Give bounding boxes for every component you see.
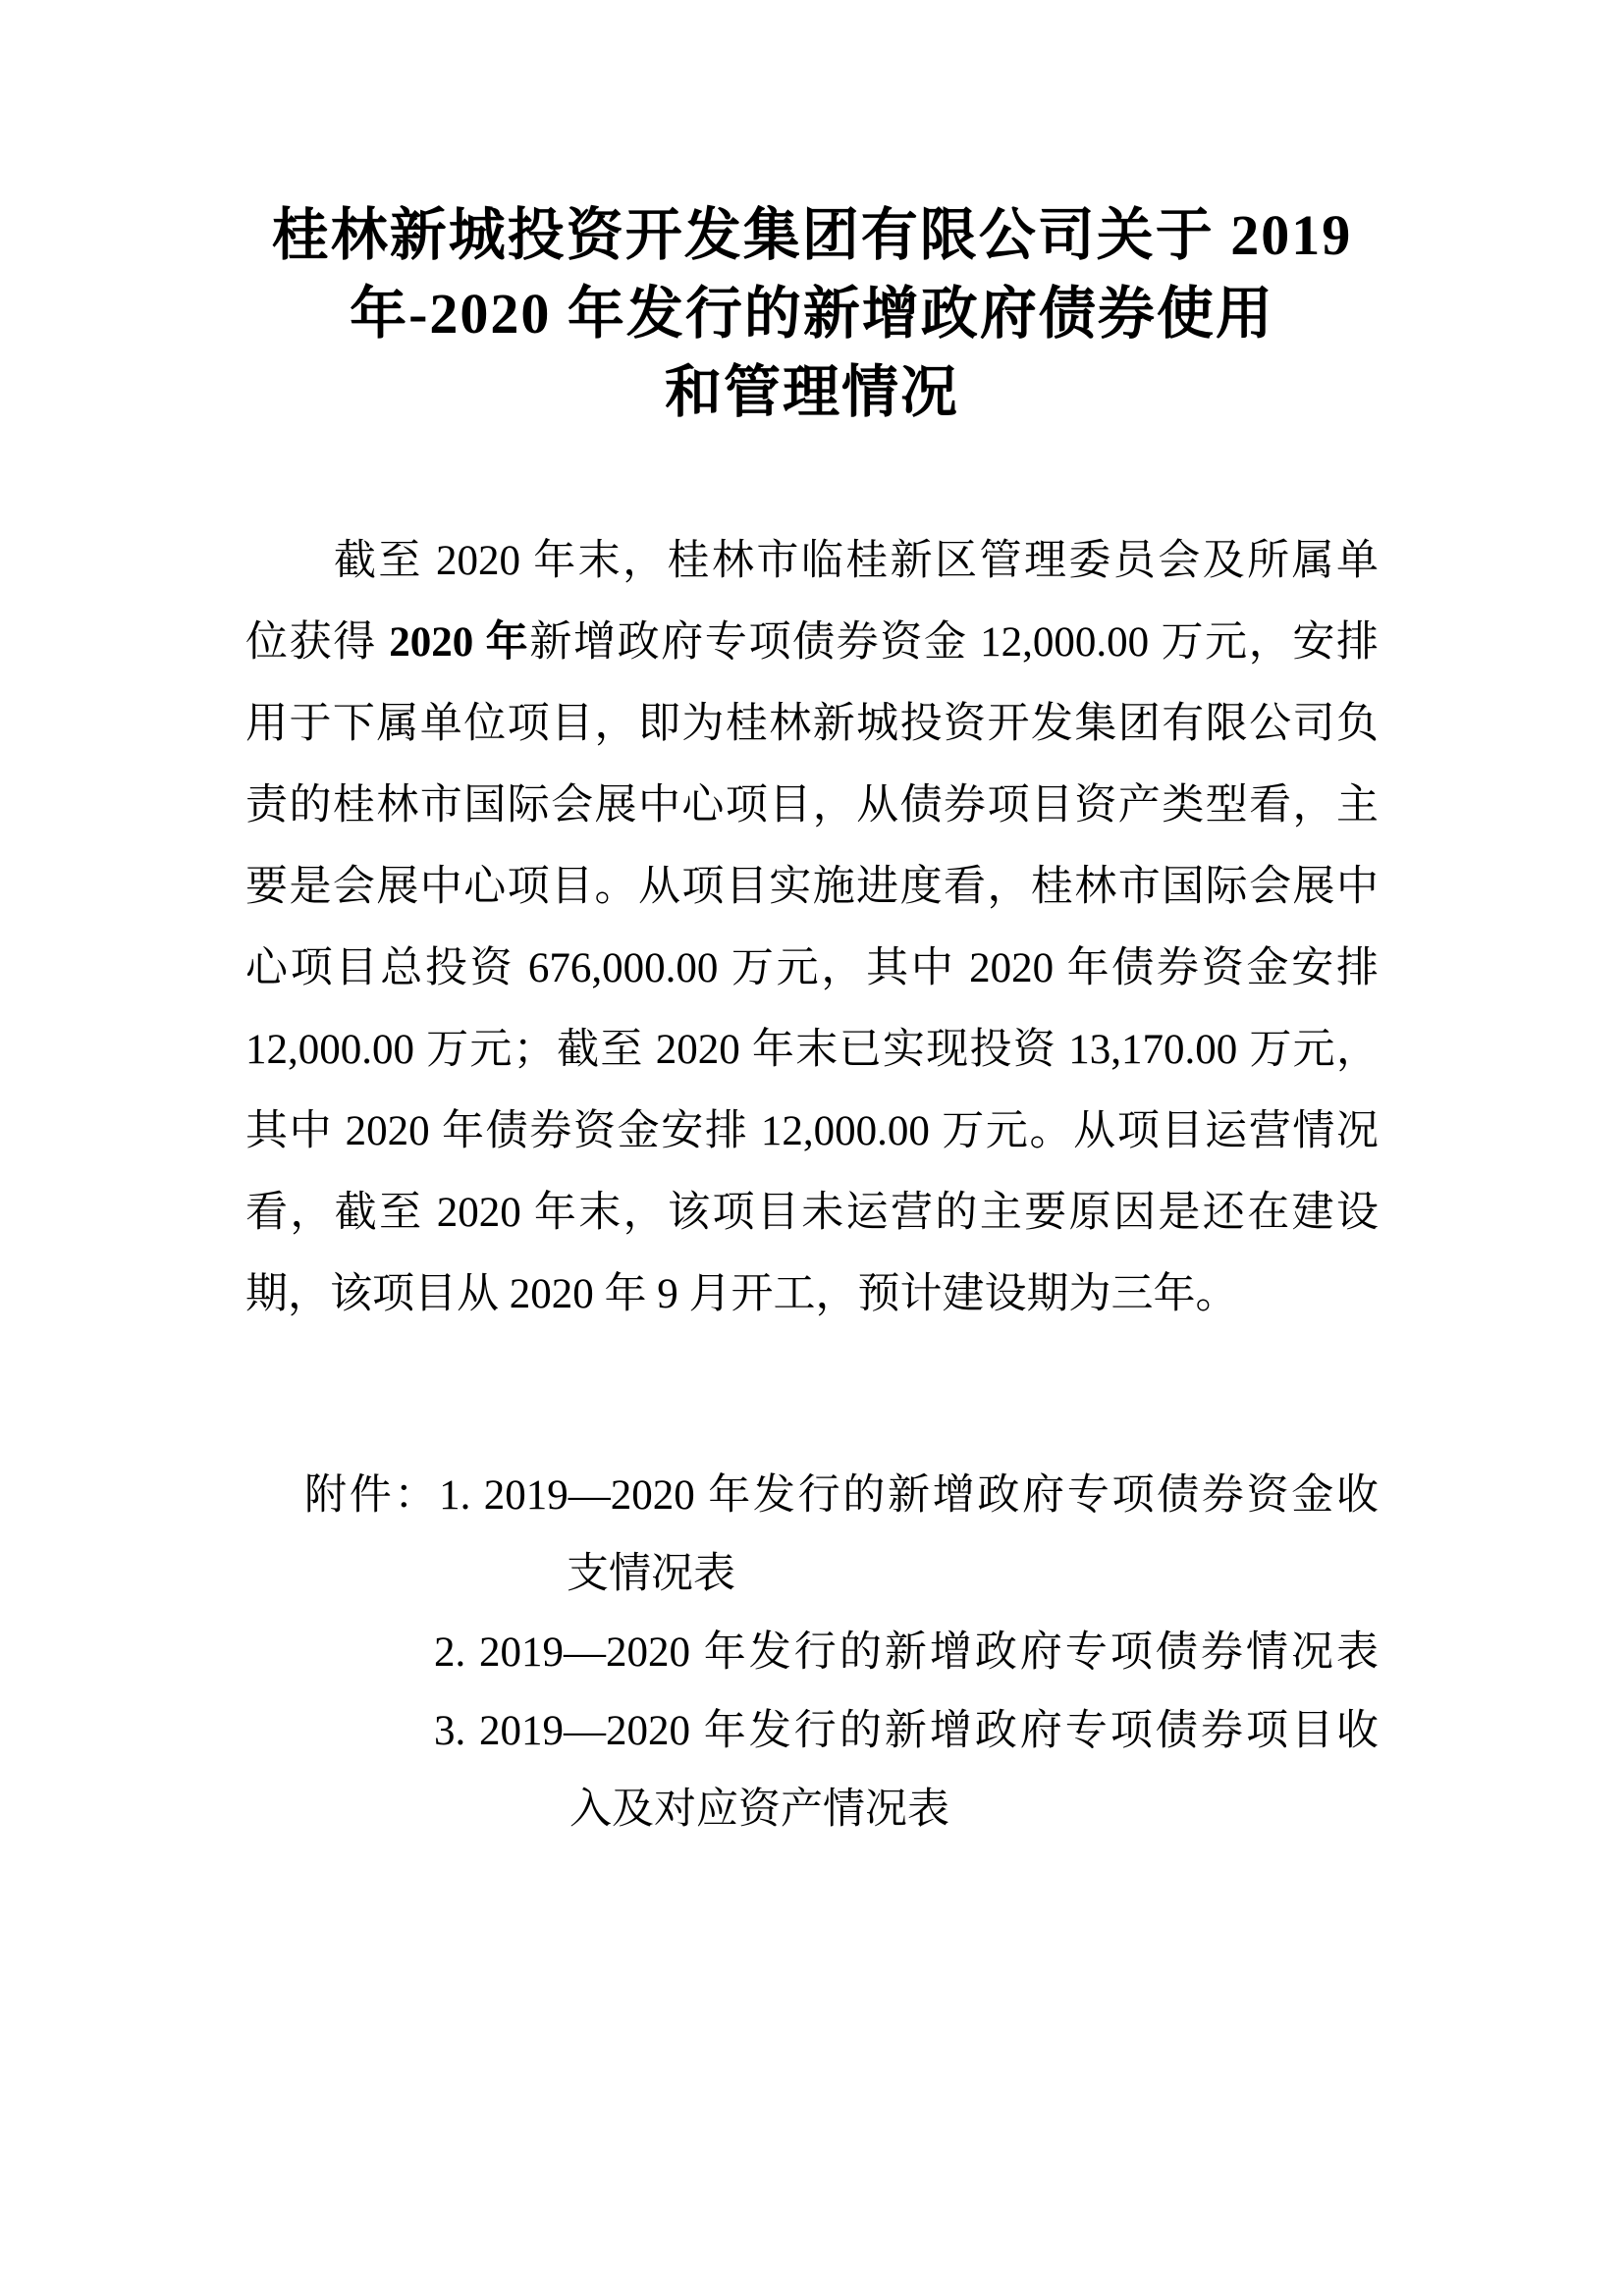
text-segment: 用于下属单位项目，即为桂林新城投资开发集团有限公司负 bbox=[245, 701, 1379, 747]
paragraph-line bbox=[245, 683, 1379, 765]
text-segment: 心项目总投资 676,000.00 万元，其中 2020 年债券资金安排 bbox=[245, 945, 1379, 991]
bold-text-segment: 2020 年 bbox=[389, 619, 530, 666]
title-line-3: 和管理情况 bbox=[664, 360, 959, 424]
paragraph-line bbox=[245, 1254, 1379, 1335]
attachment-line: 支情况表 bbox=[567, 1551, 735, 1597]
text-segment: 要是会展中心项目。从项目实施进度看，桂林市国际会展中 bbox=[245, 864, 1379, 910]
paragraph-line bbox=[245, 1091, 1379, 1172]
paragraph-line bbox=[245, 928, 1379, 1009]
title-line-2: 年-2020 年发行的新增政府债券使用 bbox=[350, 282, 1274, 346]
text-segment: 责的桂林市国际会展中心项目，从债券项目资产类型看，主 bbox=[245, 782, 1379, 828]
paragraph-line bbox=[245, 765, 1379, 846]
text-segment: 其中 2020 年债券资金安排 12,000.00 万元。从项目运营情况 bbox=[245, 1108, 1379, 1154]
title-line-1: 桂林新城投资开发集团有限公司关于 2019 bbox=[271, 203, 1353, 267]
paragraph-line bbox=[245, 1009, 1379, 1091]
attachment-line: 2. 2019—2020 年发行的新增政府专项债券情况表 bbox=[434, 1629, 1379, 1676]
attachment-line: 入及对应资产情况表 bbox=[569, 1787, 949, 1833]
text-segment: 看，截至 2020 年末，该项目未运营的主要原因是还在建设 bbox=[245, 1190, 1379, 1236]
text-segment: 新增政府专项债券资金 12,000.00 万元，安排 bbox=[529, 619, 1379, 666]
paragraph-line bbox=[245, 846, 1379, 928]
attachment-line: 3. 2019—2020 年发行的新增政府专项债券项目收 bbox=[434, 1708, 1379, 1754]
body-paragraph bbox=[245, 520, 1379, 1335]
paragraph-line bbox=[245, 520, 1379, 602]
text-segment: 位获得 bbox=[245, 619, 390, 666]
attachment-line: 附件：1. 2019—2020 年发行的新增政府专项债券资金收 bbox=[304, 1472, 1379, 1519]
paragraph-line bbox=[245, 602, 1379, 683]
text-segment: 期，该项目从 2020 年 9 月开工，预计建设期为三年。 bbox=[245, 1271, 1238, 1317]
text-segment: 12,000.00 万元；截至 2020 年末已实现投资 13,170.00 万元， bbox=[245, 1027, 1379, 1073]
paragraph-line bbox=[245, 1172, 1379, 1254]
text-segment: 截至 2020 年末，桂林市临桂新区管理委员会及所属单 bbox=[334, 538, 1379, 584]
attachments-section bbox=[245, 1457, 1379, 1849]
document-title bbox=[245, 196, 1379, 432]
